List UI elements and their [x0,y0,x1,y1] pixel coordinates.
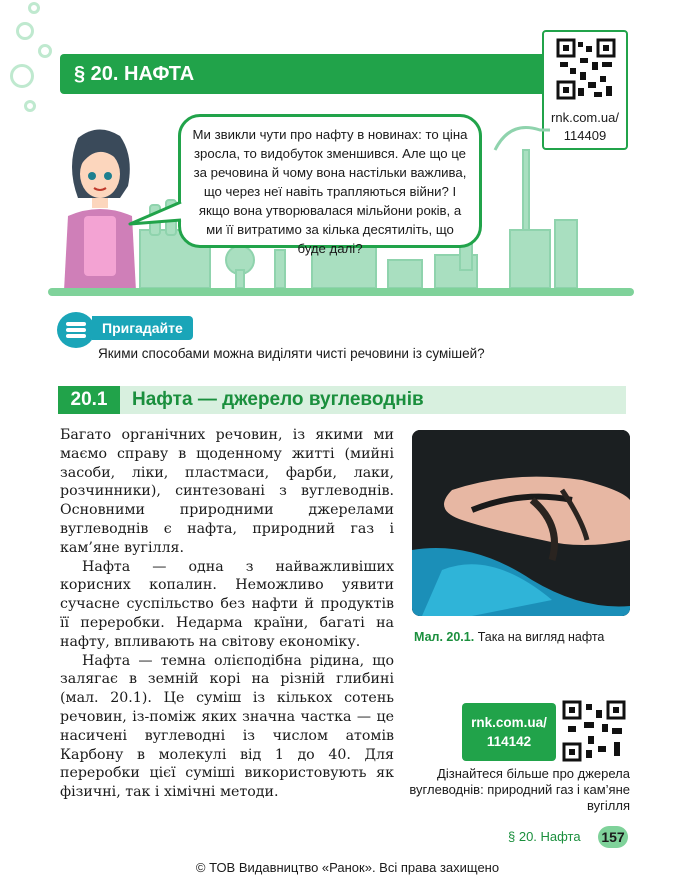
qr-note: Дізнайтеся більше про джерела вуглеводнів: природний газ і кам’яне вугілля [409,766,630,813]
page-number: 157 [598,826,628,848]
floor-line [48,288,634,296]
subsection-title: Нафта — джерело вуглеводнів [132,389,424,410]
speech-bubble-tail [128,198,184,232]
qr-bottom-url-line2: 114142 [486,734,532,749]
qr-bottom-url-line1: rnk.com.ua/ [471,715,547,730]
qr-link-badge[interactable] [462,703,556,761]
decor-bubble [28,2,40,14]
decor-bubble [24,100,36,112]
qr-url-line1: rnk.com.ua/ [551,110,619,125]
qr-code-icon[interactable] [562,700,626,762]
figure-caption-label: Мал. 20.1. [414,630,475,644]
remember-label: Пригадайте [92,316,193,340]
decor-bubble [10,64,34,88]
qr-code-icon [556,38,616,100]
book-icon [57,312,95,348]
speech-bubble: Ми звикли чути про нафту в новинах: то ціна зросла, то видобуток зменшився. Але що це за речовина й чому вона настільки важлива, що через неї навіть трапляються війни? І якщо вона утворювалася мільйони років, а ми її витратимо за кілька десятиліть, що буде далі? [178,114,482,248]
subsection-number: 20.1 [58,386,120,414]
paragraph: Нафта — темна олієподібна рідина, що залягає в земній корі на різній глибині (мал. 20.1). Це суміш із кількох сотень речовин, із-поміж яких значна частка — це насичені вуглеводні із числом атомів Карбону в молекулі від 1 до 40. Для переробки цієї суміші використовують як фізичні, так і хімічні методи. [60,652,394,801]
figure-caption [414,630,604,644]
body-text [60,426,394,802]
paragraph: Багато органічних речовин, із якими ми маємо справу в щоденному житті (мийні засоби, ліки, пластмаси, фарби, лаки, розчинники), синтезовані з вуглеводнів. Основними природними джерелами вуглеводнів є нафта, природний газ і кам’яне вугілля. [60,427,394,556]
figure-caption-text: Така на вигляд нафта [477,630,605,644]
oil-hand-photo [412,430,630,616]
copyright: © ТОВ Видавництво «Ранок». Всі права захищено [195,860,500,875]
remember-question: Якими способами можна виділяти чисті речовини із сумішей? [98,346,485,361]
section-title: § 20. НАФТА [60,54,580,94]
footer-section: § 20. Нафта [508,829,581,844]
decor-bubble [38,44,52,58]
decor-bubble [16,22,34,40]
qr-url-line2: 114409 [563,128,607,143]
paragraph: Нафта — одна з найважливіших корисних копалин. Неможливо уявити сучасне суспільство без нафти й продуктів її переробки. Недарма країни, багаті на нафту, впливають на світову економіку. [60,558,394,650]
